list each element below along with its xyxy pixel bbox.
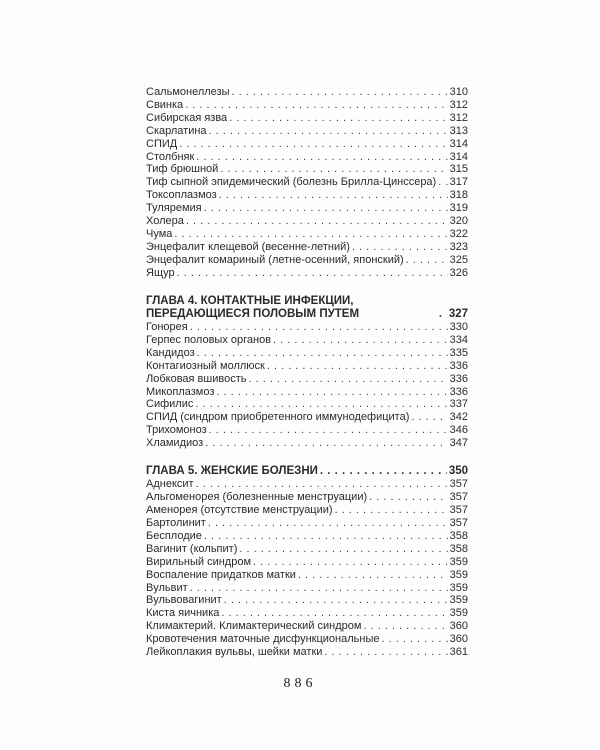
toc-entry [146, 86, 468, 99]
dot-leader [273, 334, 448, 347]
dot-leader [352, 241, 448, 254]
chapter-heading [146, 295, 468, 321]
toc-entry-title: Киста яичника [146, 607, 220, 620]
dot-leader [179, 138, 447, 151]
chapter-heading [146, 465, 468, 478]
toc-entry-page: 310 [449, 86, 468, 98]
dot-leader [221, 607, 447, 620]
toc-entry [146, 267, 468, 280]
toc-entry-title: Тиф брюшной [146, 163, 219, 176]
toc-entry [146, 424, 468, 437]
page-number-footer: 886 [283, 676, 317, 691]
toc-entry [146, 215, 468, 228]
dot-leader [438, 176, 447, 189]
toc-entry [146, 254, 468, 267]
dot-leader [363, 620, 447, 633]
dot-leader [239, 543, 447, 556]
toc-entry-title: Вирильный синдром [146, 555, 252, 568]
dot-leader [196, 478, 448, 491]
toc-entry-page: 312 [449, 98, 468, 111]
dot-leader [298, 569, 448, 582]
toc-entry-title: Бесплодие [146, 529, 202, 542]
toc-entry-title: Сифилис [146, 398, 194, 411]
toc-entry [146, 478, 468, 491]
toc-entry-page: 346 [449, 424, 468, 437]
toc-entry-page: 318 [449, 189, 468, 202]
toc-entry [146, 517, 468, 530]
toc-entry-title: Микоплазмоз [146, 385, 215, 398]
toc-entry [146, 633, 468, 646]
dot-leader [229, 112, 447, 125]
toc-entry-page: 320 [449, 215, 468, 228]
dot-leader [439, 308, 447, 321]
toc-entry-page: 322 [449, 227, 468, 240]
toc-entry-page: 326 [449, 266, 468, 279]
dot-leader [224, 594, 448, 607]
toc-entry [146, 530, 468, 543]
toc-section [146, 465, 468, 659]
toc-entry-page: 360 [449, 620, 468, 633]
toc-entry-title: Воспаление придатков матки [146, 568, 296, 581]
toc-entry-title: Сибирская язва [146, 111, 228, 124]
toc-entry-page: 361 [449, 646, 468, 659]
toc-entry [146, 646, 468, 659]
toc-entry-page: 336 [449, 359, 468, 372]
toc-entry-page: 334 [449, 333, 468, 346]
toc-entry [146, 504, 468, 517]
toc-entry-page: 314 [449, 150, 468, 163]
toc-entry [146, 607, 468, 620]
toc-entry-title: Вагинит (кольпит) [146, 542, 238, 555]
toc-entry [146, 360, 468, 373]
toc-entry-page: 317 [449, 176, 468, 189]
dot-leader [232, 86, 448, 99]
toc-entry-title: Хламидиоз [146, 437, 204, 450]
dot-leader [267, 360, 448, 373]
toc-entry [146, 321, 468, 334]
toc-entry-title: Кровотечения маточные дисфункциональные [146, 633, 380, 646]
toc-entry-title: Энцефалит комариный (летне-осенний, японский) [146, 253, 404, 266]
toc-entry-page: 336 [449, 372, 468, 385]
toc-entry-title: Свинка [146, 98, 184, 111]
toc-entry-page: 359 [449, 555, 468, 568]
toc-entry-title: Трихомоноз [146, 424, 207, 437]
toc-section [146, 295, 468, 450]
toc-entry-page: 359 [449, 607, 468, 620]
toc-entry-page: 358 [449, 529, 468, 542]
toc-entry [146, 163, 468, 176]
toc-entry [146, 491, 468, 504]
toc-entry-page: 347 [449, 437, 468, 450]
chapter-heading-page: 327 [448, 307, 468, 320]
toc-entry-title: Энцефалит клещевой (весенне-летний) [146, 240, 350, 253]
toc [146, 86, 468, 659]
dot-leader [204, 202, 448, 215]
toc-entry [146, 151, 468, 164]
toc-entry-page: 359 [449, 568, 468, 581]
toc-entry-title: Аднексит [146, 478, 194, 491]
toc-entry-page: 359 [449, 594, 468, 607]
toc-entry-title: Альгоменорея (болезненные менструации) [146, 491, 368, 504]
toc-entry [146, 125, 468, 138]
dot-leader [196, 151, 447, 164]
toc-section [146, 86, 468, 280]
toc-entry-page: 325 [449, 253, 468, 266]
toc-entry-title: СПИД (синдром приобретенного иммунодефицита) [146, 411, 410, 424]
toc-entry [146, 334, 468, 347]
toc-entry [146, 373, 468, 386]
dot-leader [205, 437, 447, 450]
toc-entry-title: Туляремия [146, 202, 202, 215]
toc-entry-title: Тиф сыпной эпидемический (болезнь Брилла-Цинссера) [146, 176, 437, 189]
toc-entry-title: Скарлатина [146, 124, 207, 137]
toc-entry-title: Столбняк [146, 150, 195, 163]
dot-leader [369, 491, 448, 504]
toc-entry-title: Вульвовагинит [146, 594, 222, 607]
dot-leader [411, 411, 447, 424]
chapter-heading-page: 350 [448, 465, 468, 478]
toc-entry [146, 347, 468, 360]
dot-leader [324, 646, 447, 659]
dot-leader [197, 347, 448, 360]
toc-entry-page: 357 [449, 516, 468, 529]
dot-leader [174, 228, 447, 241]
toc-entry-title: Сальмонеллезы [146, 86, 230, 98]
toc-entry-title: Контагиозный моллюск [146, 359, 265, 372]
toc-entry-page: 330 [449, 321, 468, 333]
toc-entry-page: 342 [449, 411, 468, 424]
toc-entry [146, 543, 468, 556]
toc-entry [146, 386, 468, 399]
dot-leader [220, 163, 447, 176]
toc-entry-page: 357 [449, 478, 468, 491]
toc-entry-title: Лейкоплакия вульвы, шейки матки [146, 646, 323, 659]
toc-entry-title: Чума [146, 227, 173, 240]
dot-leader [190, 321, 448, 334]
toc-entry-title: Гонорея [146, 321, 188, 333]
toc-entry [146, 228, 468, 241]
toc-entry-page: 319 [449, 202, 468, 215]
toc-entry [146, 112, 468, 125]
toc-entry-title: Кандидоз [146, 346, 195, 359]
dot-leader [177, 267, 448, 280]
toc-entry-page: 323 [449, 240, 468, 253]
dot-leader [208, 517, 448, 530]
toc-entry [146, 176, 468, 189]
dot-leader [320, 465, 447, 478]
dot-leader [253, 556, 448, 569]
toc-entry-title: Ящур [146, 266, 175, 279]
dot-leader [335, 504, 448, 517]
toc-entry-page: 358 [449, 542, 468, 555]
toc-entry [146, 620, 468, 633]
toc-entry-title: Холера [146, 215, 184, 228]
toc-entry-title: Токсоплазмоз [146, 189, 217, 202]
toc-entry-page: 335 [449, 346, 468, 359]
dot-leader [248, 373, 447, 386]
toc-entry-page: 336 [449, 385, 468, 398]
chapter-heading-title: ГЛАВА 5. ЖЕНСКИЕ БОЛЕЗНИ [146, 465, 318, 478]
toc-entry [146, 594, 468, 607]
dot-leader [381, 633, 447, 646]
toc-entry [146, 556, 468, 569]
toc-entry-title: Лобковая вшивость [146, 372, 247, 385]
toc-entry-page: 314 [449, 137, 468, 150]
dot-leader [406, 254, 448, 267]
toc-entry-page: 312 [449, 111, 468, 124]
dot-leader [195, 398, 447, 411]
toc-entry-page: 337 [449, 398, 468, 411]
toc-entry [146, 189, 468, 202]
toc-entry [146, 411, 468, 424]
toc-entry-title: Аменорея (отсутствие менструации) [146, 504, 333, 517]
toc-entry [146, 398, 468, 411]
toc-entry-page: 357 [449, 491, 468, 504]
dot-leader [185, 99, 447, 112]
toc-entry-title: Вульвит [146, 581, 188, 594]
toc-entry [146, 99, 468, 112]
dot-leader [209, 125, 448, 138]
dot-leader [204, 530, 448, 543]
toc-entry-page: 357 [449, 504, 468, 517]
toc-entry-page: 360 [449, 633, 468, 646]
toc-entry-page: 313 [449, 124, 468, 137]
chapter-heading-title: ГЛАВА 4. КОНТАКТНЫЕ ИНФЕКЦИИ, ПЕРЕДАЮЩИЕСЯ ПОЛОВЫМ ПУТЕМ [146, 294, 360, 320]
toc-entry [146, 582, 468, 595]
toc-entry [146, 138, 468, 151]
toc-entry-page: 359 [449, 581, 468, 594]
toc-entry [146, 241, 468, 254]
toc-entry-title: Герпес половых органов [146, 333, 272, 346]
dot-leader [186, 215, 448, 228]
toc-entry-title: СПИД [146, 137, 178, 150]
dot-leader [216, 386, 447, 399]
dot-leader [219, 189, 448, 202]
toc-entry-title: Климактерий. Климактерический синдром [146, 620, 362, 633]
toc-entry-page: 315 [449, 163, 468, 176]
dot-leader [190, 582, 448, 595]
toc-entry [146, 202, 468, 215]
toc-entry-title: Бартолинит [146, 516, 206, 529]
toc-entry [146, 437, 468, 450]
toc-entry [146, 569, 468, 582]
dot-leader [209, 424, 448, 437]
